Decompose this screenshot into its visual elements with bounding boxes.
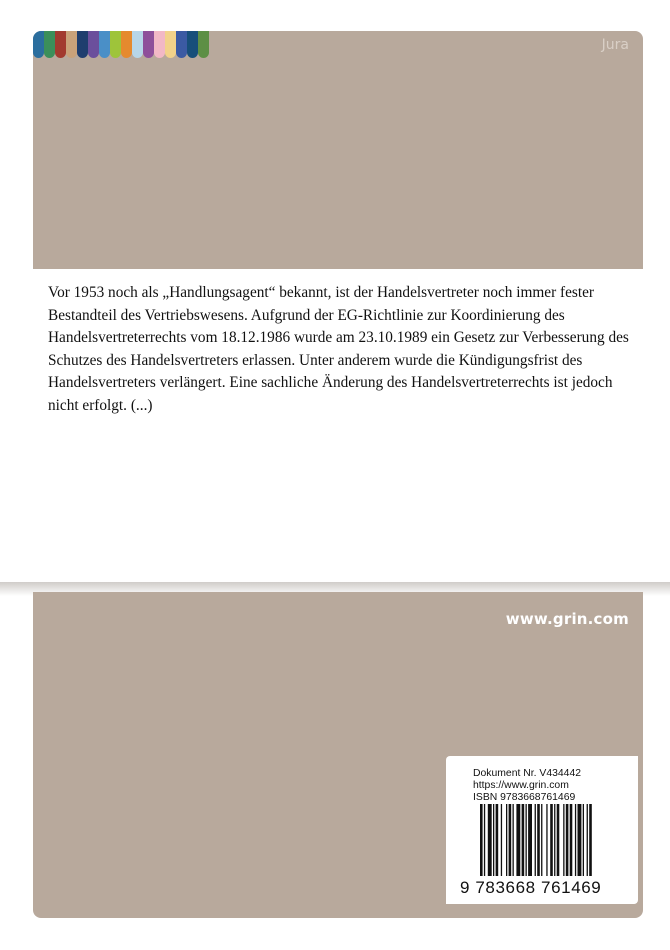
- book-description: Vor 1953 noch als „Handlungsagent“ bekannt, ist der Handelsvertreter noch immer fester Bestandteil des Vertriebswesens. Aufgrund der EG-Richtlinie zur Koordinierung des Handelsvertreterrechts vom 18.12.1986 wurde am 23.10.1989 ein Gesetz zur Verbesserung des Schutzes des Handelsvertreters erlassen. Unter anderem wurde die Kündigungsfrist des Handelsvertreters verlängert. Eine sachliche Änderung des Handelsvertreterrechts ist jedoch nicht erfolgt. (...): [48, 284, 629, 414]
- barcode-bar: [550, 804, 553, 876]
- color-tab: [99, 31, 110, 58]
- barcode-bar: [506, 804, 507, 876]
- barcode-bar: [575, 804, 576, 876]
- barcode-bar: [526, 804, 527, 876]
- color-tab: [198, 31, 209, 58]
- website-link[interactable]: www.grin.com: [505, 610, 629, 628]
- barcode-bar: [578, 804, 582, 876]
- barcode-bar: [484, 804, 485, 876]
- barcode-digits: 9 783668 761469: [460, 878, 602, 897]
- barcode-bar: [496, 804, 499, 876]
- barcode-bar: [546, 804, 547, 876]
- barcode-bar: [522, 804, 525, 876]
- barcode-bar: [509, 804, 512, 876]
- color-tab: [33, 31, 44, 58]
- barcode-bar: [566, 804, 569, 876]
- color-tab: [44, 31, 55, 58]
- barcode-bar: [583, 804, 584, 876]
- isbn-text: ISBN 9783668761469: [473, 792, 576, 803]
- color-tab: [187, 31, 198, 58]
- barcode-box: [446, 756, 638, 904]
- barcode-bar: [516, 804, 520, 876]
- color-tab: [88, 31, 99, 58]
- barcode-bar: [488, 804, 492, 876]
- color-tab: [121, 31, 132, 58]
- barcode: [480, 804, 630, 880]
- color-tab: [66, 31, 77, 58]
- color-tab: [77, 31, 88, 58]
- barcode-bar: [480, 804, 483, 876]
- barcode-bar: [587, 804, 588, 876]
- barcode-bar: [535, 804, 536, 876]
- barcode-bar: [589, 804, 592, 876]
- color-tab: [143, 31, 154, 58]
- color-tab: [176, 31, 187, 58]
- barcode-bar: [541, 804, 542, 876]
- document-number: Dokument Nr. V434442: [473, 768, 582, 779]
- category-label: Jura: [601, 37, 629, 53]
- barcode-bar: [528, 804, 532, 876]
- color-tab: [165, 31, 176, 58]
- barcode-bar: [513, 804, 514, 876]
- barcode-bar: [501, 804, 502, 876]
- color-tab: [55, 31, 66, 58]
- barcode-bar: [570, 804, 573, 876]
- barcode-url: https://www.grin.com: [473, 780, 569, 791]
- color-tab: [132, 31, 143, 58]
- barcode-bar: [537, 804, 540, 876]
- barcode-bar: [563, 804, 564, 876]
- color-tab: [154, 31, 165, 58]
- cover-top-panel: [33, 31, 643, 269]
- color-tabs: [33, 31, 209, 58]
- barcode-bar: [557, 804, 560, 876]
- barcode-bar: [493, 804, 494, 876]
- color-tab: [110, 31, 121, 58]
- barcode-bar: [554, 804, 555, 876]
